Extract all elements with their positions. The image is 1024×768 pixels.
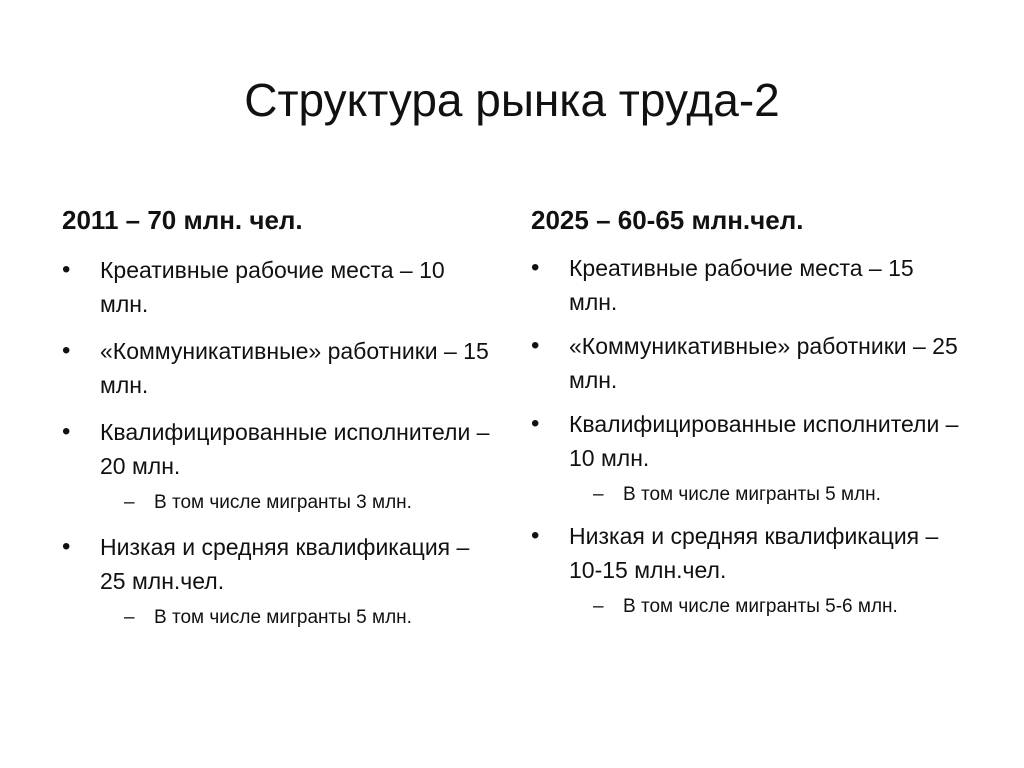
list-item-text: «Коммуникативные» работники – 15 млн. (100, 338, 489, 398)
bullet-icon: • (62, 418, 71, 445)
list-item (62, 253, 492, 321)
sub-list-item (577, 593, 961, 621)
bullet-list-2025 (531, 251, 961, 621)
list-item (531, 251, 961, 319)
bullet-list-2011 (62, 253, 492, 632)
list-item-text: Низкая и средняя квалификация – 25 млн.чел. (100, 534, 470, 594)
list-item-text: Квалифицированные исполнители – 20 млн. (100, 419, 490, 479)
bullet-icon: • (531, 254, 540, 281)
bullet-icon: • (62, 533, 71, 560)
list-item-text: Квалифицированные исполнители – 10 млн. (569, 411, 959, 471)
bullet-icon: • (62, 337, 71, 364)
list-item (531, 519, 961, 621)
slide-title: Структура рынка труда-2 (244, 74, 780, 126)
list-item (62, 334, 492, 402)
column-2025 (531, 204, 961, 621)
bullet-icon: • (62, 256, 71, 283)
sub-list-item-text: В том числе мигранты 3 млн. (154, 492, 412, 513)
column-heading-2025: 2025 – 60-65 млн.чел. (531, 205, 804, 235)
dash-icon: – (124, 492, 135, 513)
sub-list-item-text: В том числе мигранты 5 млн. (623, 484, 881, 505)
list-item (62, 530, 492, 632)
sub-list-item (577, 481, 961, 509)
list-item-text: «Коммуникативные» работники – 25 млн. (569, 333, 958, 393)
list-item (62, 415, 492, 517)
sub-list-item (108, 489, 492, 517)
sub-list-item (108, 604, 492, 632)
dash-icon: – (593, 484, 604, 505)
list-item (531, 329, 961, 397)
column-2011 (62, 204, 492, 632)
bullet-icon: • (531, 522, 540, 549)
column-heading-2011: 2011 – 70 млн. чел. (62, 205, 303, 235)
bullet-icon: • (531, 332, 540, 359)
list-item (531, 407, 961, 509)
sub-list-item-text: В том числе мигранты 5-6 млн. (623, 596, 898, 617)
dash-icon: – (593, 596, 604, 617)
dash-icon: – (124, 607, 135, 628)
bullet-icon: • (531, 410, 540, 437)
sub-list-item-text: В том числе мигранты 5 млн. (154, 607, 412, 628)
list-item-text: Креативные рабочие места – 10 млн. (100, 257, 445, 317)
list-item-text: Низкая и средняя квалификация – 10-15 млн.чел. (569, 523, 939, 583)
list-item-text: Креативные рабочие места – 15 млн. (569, 255, 914, 315)
